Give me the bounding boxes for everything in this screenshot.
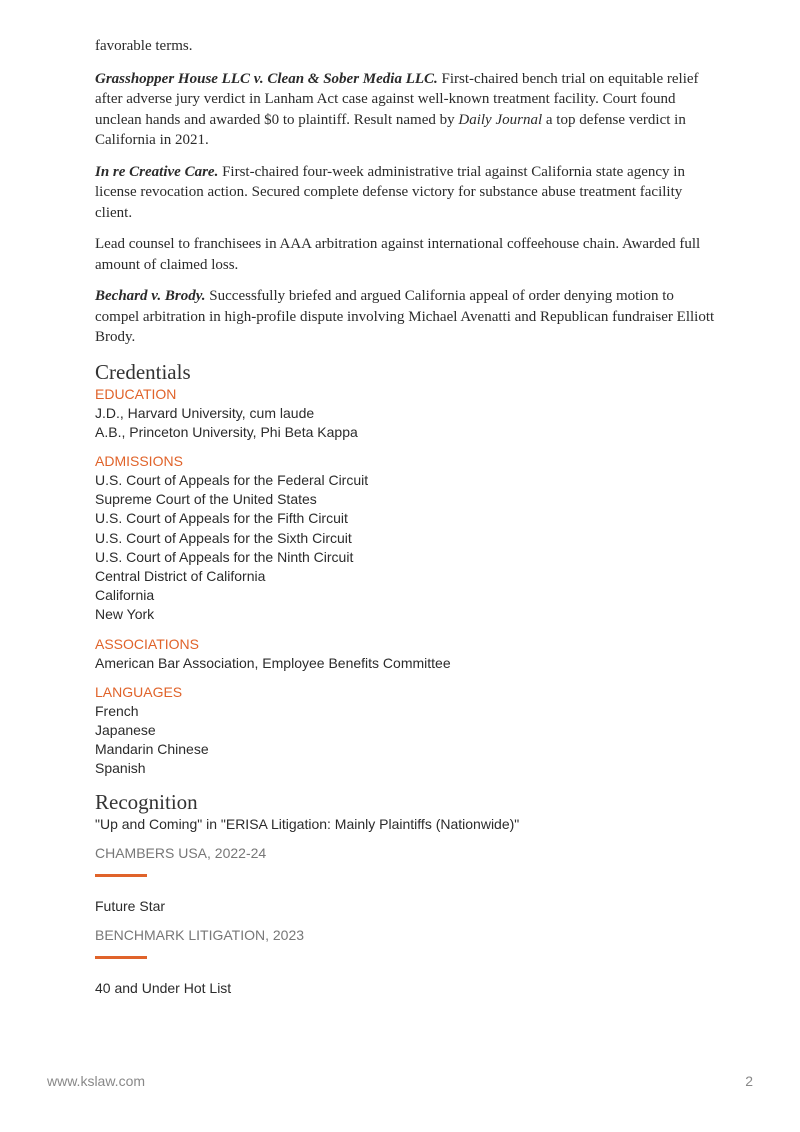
award-name: "Up and Coming" in "ERISA Litigation: Mainly Plaintiffs (Nationwide)" [95,815,520,832]
credentials-title: Credentials [95,359,191,384]
recognition-item [95,897,715,959]
category-heading: ADMISSIONS [95,452,183,469]
matter-text: Lead counsel to franchisees in AAA arbitration against international coffeehouse chain. Awarded full amount of claimed loss. [95,236,701,273]
accent-divider [95,874,147,877]
list-item: Japanese [95,721,156,738]
award-name: 40 and Under Hot List [95,979,232,996]
list-item: U.S. Court of Appeals for the Ninth Circuit [95,548,354,565]
list-item: Central District of California [95,567,266,584]
list-item: A.B., Princeton University, Phi Beta Kappa [95,423,358,440]
case-name: In re Creative Care. [95,163,219,180]
accent-divider [95,956,147,959]
list-item: New York [95,606,155,623]
matter-text: First-chaired bench trial on equitable relief after adverse jury verdict in Lanham Act case against well-known treatment facility. Court found unclean hands and awarded $0 to plaintiff. Result named by [95,70,699,128]
award-source: BENCHMARK LITIGATION, 2023 [95,926,305,943]
page-number: 2 [745,1073,753,1089]
category-heading: LANGUAGES [95,683,183,700]
education-group [95,385,715,442]
recognition-section [95,815,715,998]
matter-text: First-chaired four-week administrative trial against California state agency in license revocation action. Secured complete defense victory for substance abuse treatment facility client. [95,163,685,221]
languages-group [95,683,715,779]
recognition-item [95,979,715,998]
admissions-group [95,452,715,625]
list-item: American Bar Association, Employee Benefits Committee [95,654,451,671]
matter-bechard [95,286,715,348]
matter-text: Successfully briefed and argued California appeal of order denying motion to compel arbitration in high-profile dispute involving Michael Avenatti and Republican fundraiser Elliott Brody. [95,288,715,345]
case-name: Grasshopper House LLC v. Clean & Sober Media LLC. [95,70,438,87]
publication-name: Daily Journal [458,111,543,128]
matter-creative-care [95,162,715,224]
list-item: Spanish [95,760,146,777]
list-item: California [95,587,155,604]
list-item: Mandarin Chinese [95,741,209,758]
category-heading: EDUCATION [95,385,177,402]
list-item: French [95,702,139,719]
award-source: CHAMBERS USA, 2022-24 [95,844,267,861]
matter-grasshopper [95,69,715,151]
continuation-text: favorable terms. [95,38,193,54]
credentials-section [95,385,715,779]
list-item: U.S. Court of Appeals for the Sixth Circuit [95,529,352,546]
list-item: U.S. Court of Appeals for the Federal Circuit [95,471,369,488]
recognition-item [95,815,715,877]
content-column [95,36,715,998]
matter-text: a top defense verdict in California in 2021. [95,111,686,148]
list-item: Supreme Court of the United States [95,491,317,508]
matters-section [95,36,715,348]
award-name: Future Star [95,897,166,914]
list-item: U.S. Court of Appeals for the Fifth Circuit [95,510,348,527]
recognition-title: Recognition [95,789,198,814]
associations-group [95,635,715,673]
case-name: Bechard v. Brody. [95,288,206,304]
category-heading: ASSOCIATIONS [95,635,199,652]
list-item: J.D., Harvard University, cum laude [95,404,315,421]
footer-website-link[interactable]: www.kslaw.com [47,1073,146,1089]
matter-franchisees [95,234,715,275]
